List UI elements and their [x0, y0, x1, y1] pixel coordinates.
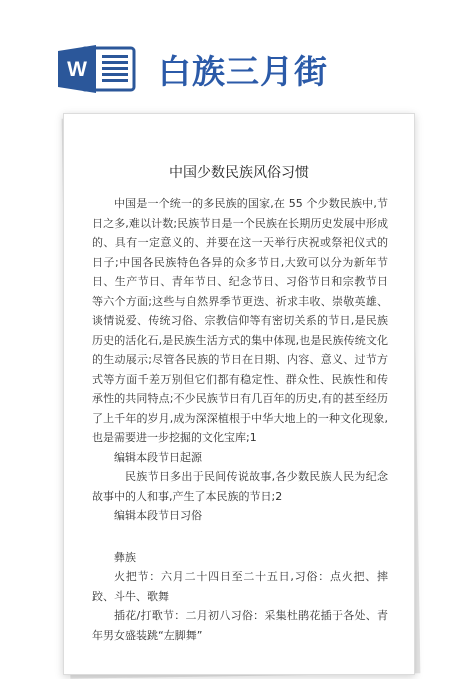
festival-torch: 火把节：六月二十四日至二十五日,习俗：点火把、摔跤、斗牛、歌舞: [92, 570, 388, 603]
logo-letter: W: [67, 58, 87, 81]
spacer: [92, 526, 388, 548]
document-page: [63, 113, 415, 675]
section-heading-customs: 编辑本段节日习俗: [114, 509, 202, 522]
word-document-icon: [56, 44, 140, 94]
document-body: [92, 194, 388, 645]
ethnic-group-label: 彝族: [114, 550, 136, 564]
page-title: 中国少数民族风俗习惯: [169, 165, 309, 181]
header: [0, 0, 474, 110]
festival-flower: 插花/打歌节：二月初八习俗：采集杜鹃花插于各处、青年男女盛装跳“左脚舞”: [92, 609, 388, 642]
origin-paragraph: 民族节日多出于民间传说故事,各少数民族人民为纪念故事中的人和事,产生了本民族的节日;2: [92, 470, 388, 503]
document-name: 白族三月街: [158, 52, 328, 91]
intro-paragraph: 中国是一个统一的多民族的国家,在 55 个少数民族中,节日之多,难以计数;民族节日是一个民族在长期历史发展中形成的、具有一定意义的、并要在这一天举行庆祝或祭祀仪式的日子;中国各民族特色各异的众多节日,大致可以分为新年节日、生产节日、青年节日、纪念节日、习俗节日和宗教节日等六个方面;这些与自然界季节更迭、祈求丰收、崇敬英雄、谈情说爱、传统习俗、宗教信仰等有密切关系的节日,是民族历史的活化石,是民族生活方式的集中体现,也是民族传统文化的生动展示;尽管各民族的节日在日期、内容、意义、过节方式等方面千差万别但它们都有稳定性、群众性、民族性和传承性的共同特点;不少民族节日有几百年的历史,有的甚至经历了上千年的岁月,成为深深植根于中华大地上的一种文化现象,也是需要进一步挖掘的文化宝库;1: [92, 197, 388, 444]
section-heading-origin: 编辑本段节日起源: [114, 450, 202, 464]
